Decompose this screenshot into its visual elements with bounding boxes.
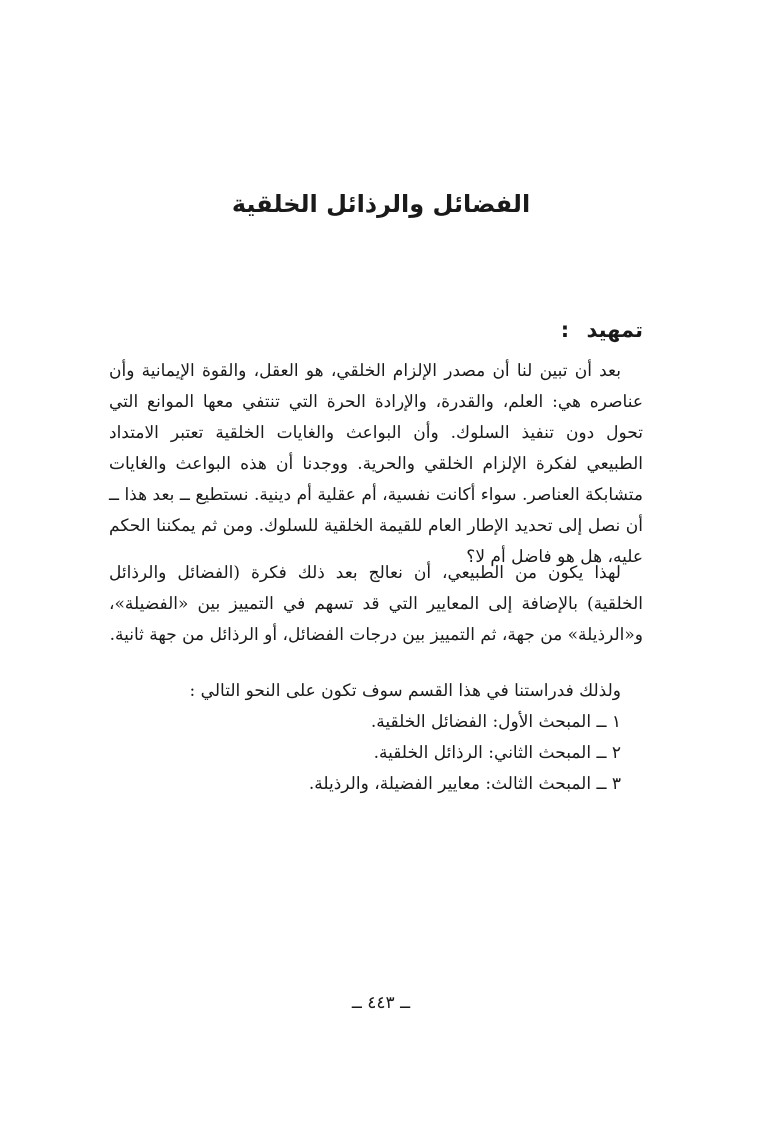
sections-list bbox=[309, 707, 621, 800]
list-item: ٣ ــ المبحث الثالث: معايير الفضيلة، والرذيلة. bbox=[308, 774, 621, 794]
page-number: ــ ٤٤٣ ــ bbox=[351, 993, 411, 1013]
intro-heading bbox=[561, 318, 643, 342]
paragraph-3: ولذلك فدراستنا في هذا القسم سوف تكون على النحو التالي : bbox=[189, 681, 621, 701]
list-item: ٢ ــ المبحث الثاني: الرذائل الخلقية. bbox=[373, 743, 621, 763]
paragraph-1: بعد أن تبين لنا أن مصدر الإلزام الخلقي، هو العقل، والقوة الإيمانية وأن عناصره هي: العلم، والقدرة، والإرادة الحرة التي تنتفي معها الموانع التي تحول دون تنفيذ السلوك. وأن البواعث والغايات الخلقية تعتبر الامتداد الطبيعي لفكرة الإلزام الخلقي والحرية. ووجدنا أن هذه البواعث والغايات متشابكة العناصر. سواء أكانت نفسية، أم عقلية أم دينية. نستطيع ــ بعد هذا ــ أن نصل إلى تحديد الإطار العام للقيمة الخلقية للسلوك. ومن ثم يمكننا الحكم عليه، هل هو فاضل أم لا؟ bbox=[109, 361, 643, 567]
page-title: الفضائل والرذائل الخلقية bbox=[231, 190, 531, 218]
list-item: ١ ــ المبحث الأول: الفضائل الخلقية. bbox=[370, 712, 621, 732]
intro-heading-text: تمهيد bbox=[586, 318, 643, 342]
paragraph-2: لهذا يكون من الطبيعي، أن نعالج بعد ذلك فكرة (الفضائل والرذائل الخلقية) بالإضافة إلى المعايير التي قد تسهم في التمييز بين «الفضيلة»، و«الرذيلة» من جهة، ثم التمييز بين درجات الفضائل، أو الرذائل من جهة ثانية. bbox=[109, 563, 643, 645]
intro-heading-colon: : bbox=[560, 318, 570, 342]
